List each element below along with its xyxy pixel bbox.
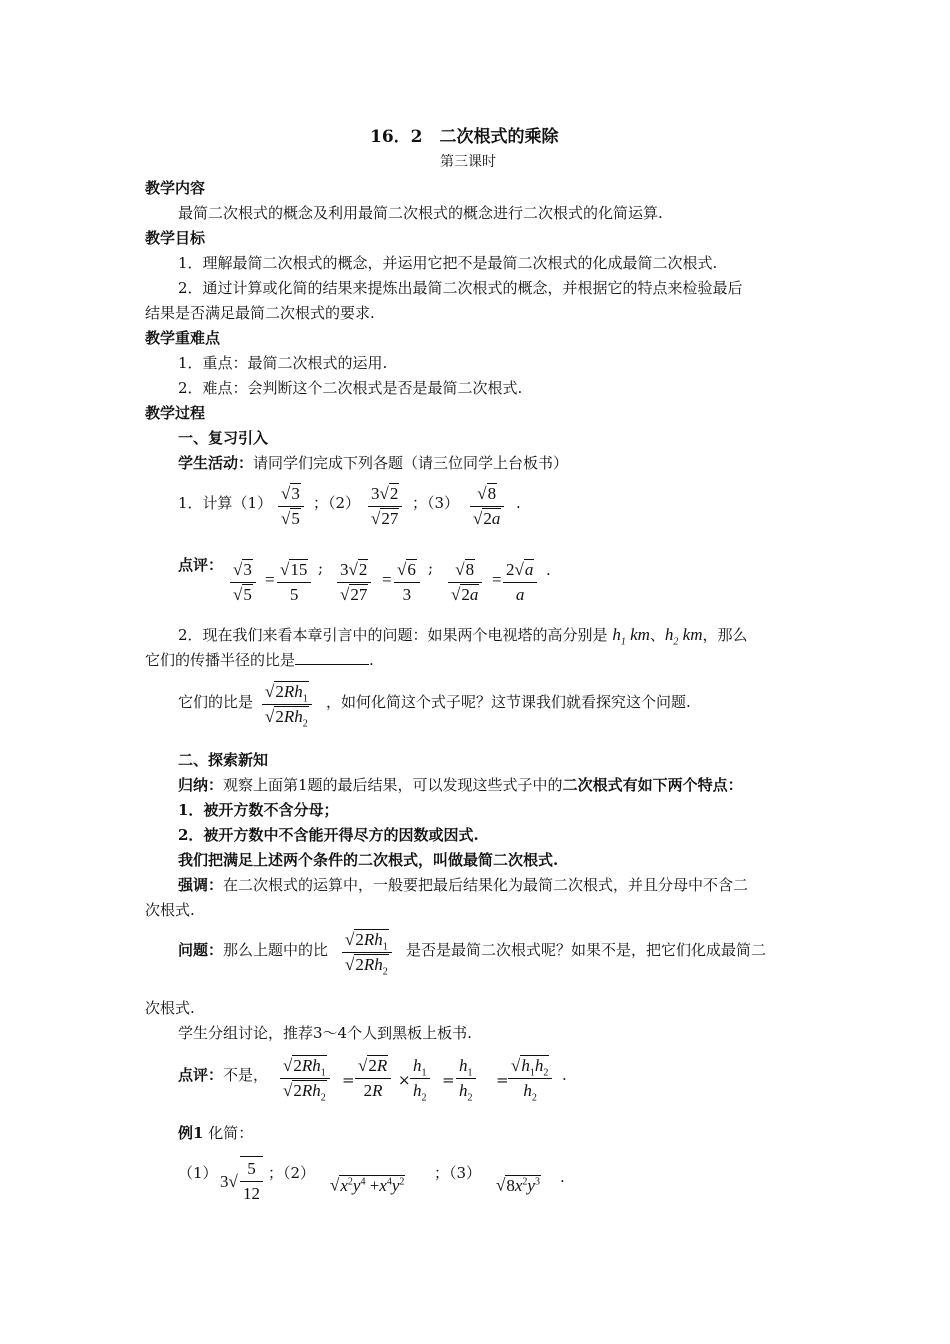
answer-blank [295, 650, 369, 665]
page-title: 16．2 二次根式的乘除 [370, 127, 559, 147]
equals-sign: = [342, 1071, 355, 1089]
equals-sign: = [442, 1071, 455, 1089]
q2-sep: 、 [649, 626, 665, 644]
q2-line-2 [145, 650, 374, 670]
key-2: 2．难点：会判断这个二次根式是否是最简二次根式. [178, 379, 523, 397]
emphasis-line [178, 875, 748, 895]
semicolon: ; [318, 559, 324, 577]
activity-label: 学生活动： [178, 454, 254, 472]
q1-fraction-3: √8 √2a [470, 482, 504, 531]
review-frac-3b: 2√a a [503, 558, 537, 607]
review-frac-2b: √6 3 [394, 558, 420, 607]
review-frac-3a: √8 √2a [448, 558, 482, 607]
ex-part-3: ；（3） [434, 1164, 482, 1182]
q1-sep-3: ；（3） [412, 494, 460, 512]
emphasis-label: 强调： [178, 876, 224, 894]
review2-frac-1: $√2Rh_1$ $√2Rh_2$ [280, 1054, 330, 1103]
ex-1-fraction: 5 12 [240, 1156, 263, 1206]
heading-goals: 教学目标 [145, 229, 206, 247]
review2-frac-2: √2R 2R [355, 1054, 391, 1103]
review2-frac-4: $h_1$ $h_2$ [456, 1054, 476, 1103]
review-frac-1a: √3 √5 [230, 558, 256, 607]
question-label: 问题： [178, 941, 224, 959]
ex-3-expression: $√8x^2y^3$ [496, 1175, 540, 1195]
q1-prefix: 1．计算（1） [178, 494, 273, 512]
goal-1: 1．理解最简二次根式的概念，并运用它把不是最简二次根式的化成最简二次根式. [178, 254, 718, 272]
q1-sep-2: ；（2） [313, 494, 361, 512]
period: . [562, 1066, 567, 1084]
heading-content: 教学内容 [145, 179, 206, 197]
feature-2: 2．被开方数中不含能开得尽方的因数或因式. [178, 826, 479, 844]
ratio-fraction: $√2Rh_1$ $√2Rh_2$ [262, 680, 312, 729]
ratio-text: ，如何化简这个式子呢？这节课我们就看探究这个问题. [326, 693, 691, 711]
period: . [546, 561, 551, 579]
review2-label: 点评： [178, 1066, 224, 1084]
q1-fraction-1: √3 √5 [278, 482, 304, 531]
page-subtitle: 第三课时 [440, 154, 496, 170]
feature-1: 1．被开方数不含分母； [178, 801, 339, 819]
q2-line2-end: . [369, 651, 374, 669]
definition: 我们把满足上述两个条件的二次根式，叫做最简二次根式. [178, 851, 559, 869]
km-unit: km [630, 625, 650, 644]
summary-label: 归纳： [178, 776, 224, 794]
q1-fraction-2: 3√2 √27 [368, 482, 402, 531]
q2-line-1 [178, 625, 748, 652]
summary-bold: 二次根式有如下两个特点： [562, 776, 743, 794]
h2-letter: h [664, 625, 674, 644]
semicolon: ; [428, 559, 434, 577]
question-fraction: $√2Rh_1$ $√2Rh_2$ [342, 928, 392, 977]
activity-line [178, 453, 568, 473]
review2-frac-3: $h_1$ $h_2$ [410, 1054, 430, 1103]
question-line [178, 940, 328, 960]
equals-sign: = [265, 570, 275, 589]
km-unit: km [682, 625, 703, 644]
emphasis-text-a: 在二次根式的运算中，一般要把最后结果化为最简二次根式，并且分母中不含二 [223, 876, 749, 894]
review-frac-2a: 3√2 √27 [337, 558, 371, 607]
q2-tail: ，那么 [702, 626, 748, 644]
review-frac-1b: √15 5 [277, 558, 311, 607]
heading-keypoints: 教学重难点 [145, 329, 221, 347]
example-line [178, 1123, 253, 1143]
summary-text: 观察上面第1题的最后结果，可以发现这些式子中的 [223, 776, 563, 794]
ex-end: . [560, 1168, 565, 1186]
h1-var: $h_1$ km [612, 625, 650, 648]
question-post: 是否是最简二次根式呢？如果不是，把它们化成最简二 [406, 941, 767, 959]
emphasis-text-b: 次根式. [145, 901, 195, 919]
ex-part-2: ；（2） [268, 1164, 316, 1182]
heading-part1: 一、复习引入 [178, 429, 269, 447]
activity-text: 请同学们完成下列各题（请三位同学上台板书） [253, 454, 569, 472]
ex-1-coef: 3√ [220, 1172, 238, 1191]
goal-2b: 结果是否满足最简二次根式的要求. [145, 304, 375, 322]
example-text: 化简： [203, 1124, 254, 1142]
ex-part-1: （1） [178, 1164, 218, 1182]
heading-process: 教学过程 [145, 404, 206, 422]
q1-end: . [516, 494, 521, 512]
review2-prefix: 不是， [223, 1066, 269, 1084]
review2-frac-5: $√h_1h_2$ $h_2$ [508, 1054, 552, 1103]
example-label: 例1 [178, 1124, 204, 1142]
h1-letter: h [612, 625, 621, 644]
ex-2-expression: $√x^2y^4 +x^4y^2$ [330, 1175, 405, 1195]
question-tail: 次根式. [145, 999, 195, 1017]
ratio-prefix: 它们的比是 [178, 693, 254, 711]
times-sign: × [398, 1071, 411, 1089]
equals-sign: = [496, 1071, 509, 1089]
q2-text: 2．现在我们来看本章引言中的问题：如果两个电视塔的高分别是 [178, 626, 608, 644]
question-pre: 那么上题中的比 [223, 941, 329, 959]
equals-sign: = [492, 570, 502, 589]
equals-sign: = [382, 570, 392, 589]
review-label: 点评： [178, 556, 224, 574]
group-text: 学生分组讨论，推荐3～4个人到黑板上板书. [178, 1024, 472, 1042]
content-text: 最简二次根式的概念及利用最简二次根式的概念进行二次根式的化简运算. [178, 204, 663, 222]
review2-line [178, 1065, 268, 1085]
heading-part2: 二、探索新知 [178, 751, 269, 769]
q2-line2-text: 它们的传播半径的比是 [145, 651, 296, 669]
goal-2a: 2．通过计算或化简的结果来提炼出最简二次根式的概念，并根据它的特点来检验最后 [178, 279, 743, 297]
key-1: 1．重点：最简二次根式的运用. [178, 354, 388, 372]
summary-line [178, 775, 743, 795]
h2-var: $h_2$ km [664, 625, 703, 648]
